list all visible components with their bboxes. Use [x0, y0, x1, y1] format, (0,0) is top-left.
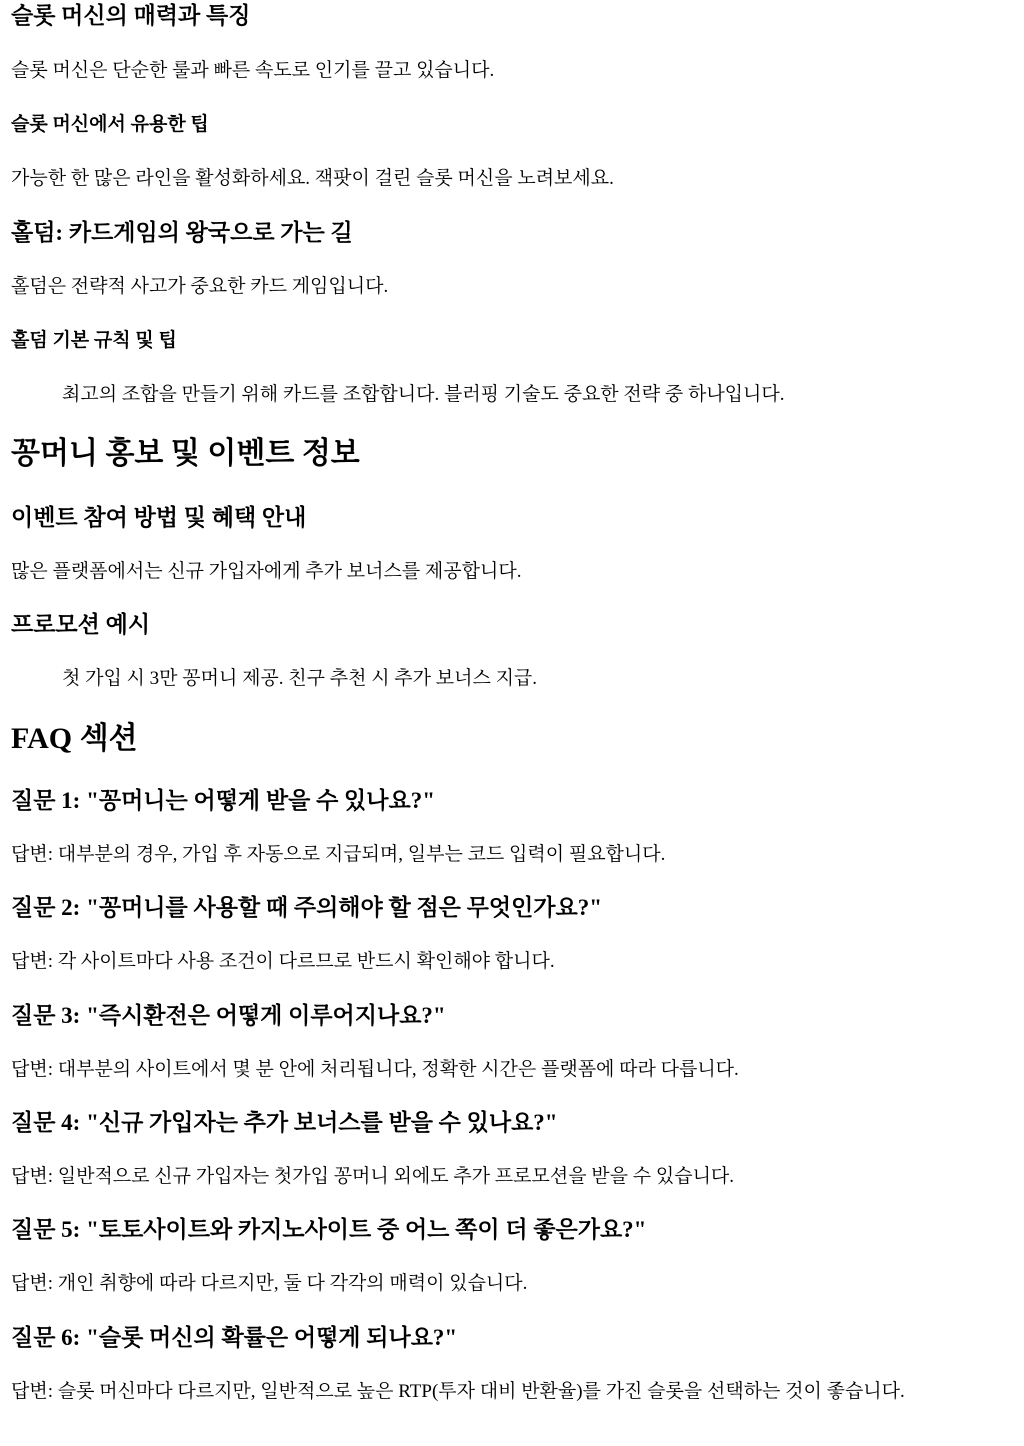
- promo-event-heading: 이벤트 참여 방법 및 혜택 안내: [11, 505, 307, 530]
- faq-answer: 답변: 개인 취향에 따라 다르지만, 둘 다 각각의 매력이 있습니다.: [11, 1273, 528, 1294]
- holdem-rules-heading: 홀덤 기본 규칙 및 팁: [11, 330, 177, 351]
- faq-answer: 답변: 대부분의 경우, 가입 후 자동으로 지급되며, 일부는 코드 입력이 필요합니다.: [11, 844, 666, 865]
- promo-event-text: 많은 플랫폼에서는 신규 가입자에게 추가 보너스를 제공합니다.: [11, 561, 522, 582]
- faq-question: 질문 6: "슬롯 머신의 확률은 어떻게 되나요?": [11, 1325, 458, 1350]
- holdem-intro: 홀덤은 전략적 사고가 중요한 카드 게임입니다.: [11, 276, 389, 297]
- holdem-rules-text: 최고의 조합을 만들기 위해 카드를 조합합니다. 블러핑 기술도 중요한 전략 중 하나입니다.: [62, 384, 785, 405]
- faq-heading: FAQ 섹션: [11, 722, 138, 755]
- promo-example-text: 첫 가입 시 3만 꽁머니 제공. 친구 추천 시 추가 보너스 지급.: [62, 668, 538, 689]
- promo-example-heading: 프로모션 예시: [11, 612, 151, 637]
- slot-tips-text: 가능한 한 많은 라인을 활성화하세요. 잭팟이 걸린 슬롯 머신을 노려보세요.: [11, 168, 614, 189]
- faq-question: 질문 5: "토토사이트와 카지노사이트 중 어느 쪽이 더 좋은가요?": [11, 1217, 647, 1242]
- holdem-heading: 홀덤: 카드게임의 왕국으로 가는 길: [11, 220, 353, 245]
- faq-question: 질문 2: "꽁머니를 사용할 때 주의해야 할 점은 무엇인가요?": [11, 895, 602, 920]
- faq-question: 질문 1: "꽁머니는 어떻게 받을 수 있나요?": [11, 788, 435, 813]
- promo-heading: 꽁머니 홍보 및 이벤트 정보: [11, 437, 360, 470]
- faq-answer: 답변: 일반적으로 신규 가입자는 첫가입 꽁머니 외에도 추가 프로모션을 받을 수 있습니다.: [11, 1166, 735, 1187]
- faq-question: 질문 4: "신규 가입자는 추가 보너스를 받을 수 있나요?": [11, 1110, 558, 1135]
- faq-answer: 답변: 각 사이트마다 사용 조건이 다르므로 반드시 확인해야 합니다.: [11, 951, 555, 972]
- slot-tips-heading: 슬롯 머신에서 유용한 팁: [11, 114, 209, 135]
- slot-heading: 슬롯 머신의 매력과 특징: [11, 3, 251, 28]
- slot-intro: 슬롯 머신은 단순한 룰과 빠른 속도로 인기를 끌고 있습니다.: [11, 60, 495, 81]
- faq-question: 질문 3: "즉시환전은 어떻게 이루어지나요?": [11, 1003, 446, 1028]
- faq-answer: 답변: 슬롯 머신마다 다르지만, 일반적으로 높은 RTP(투자 대비 반환율)를 가진 슬롯을 선택하는 것이 좋습니다.: [11, 1381, 905, 1402]
- faq-answer: 답변: 대부분의 사이트에서 몇 분 안에 처리됩니다, 정확한 시간은 플랫폼에 따라 다릅니다.: [11, 1059, 739, 1080]
